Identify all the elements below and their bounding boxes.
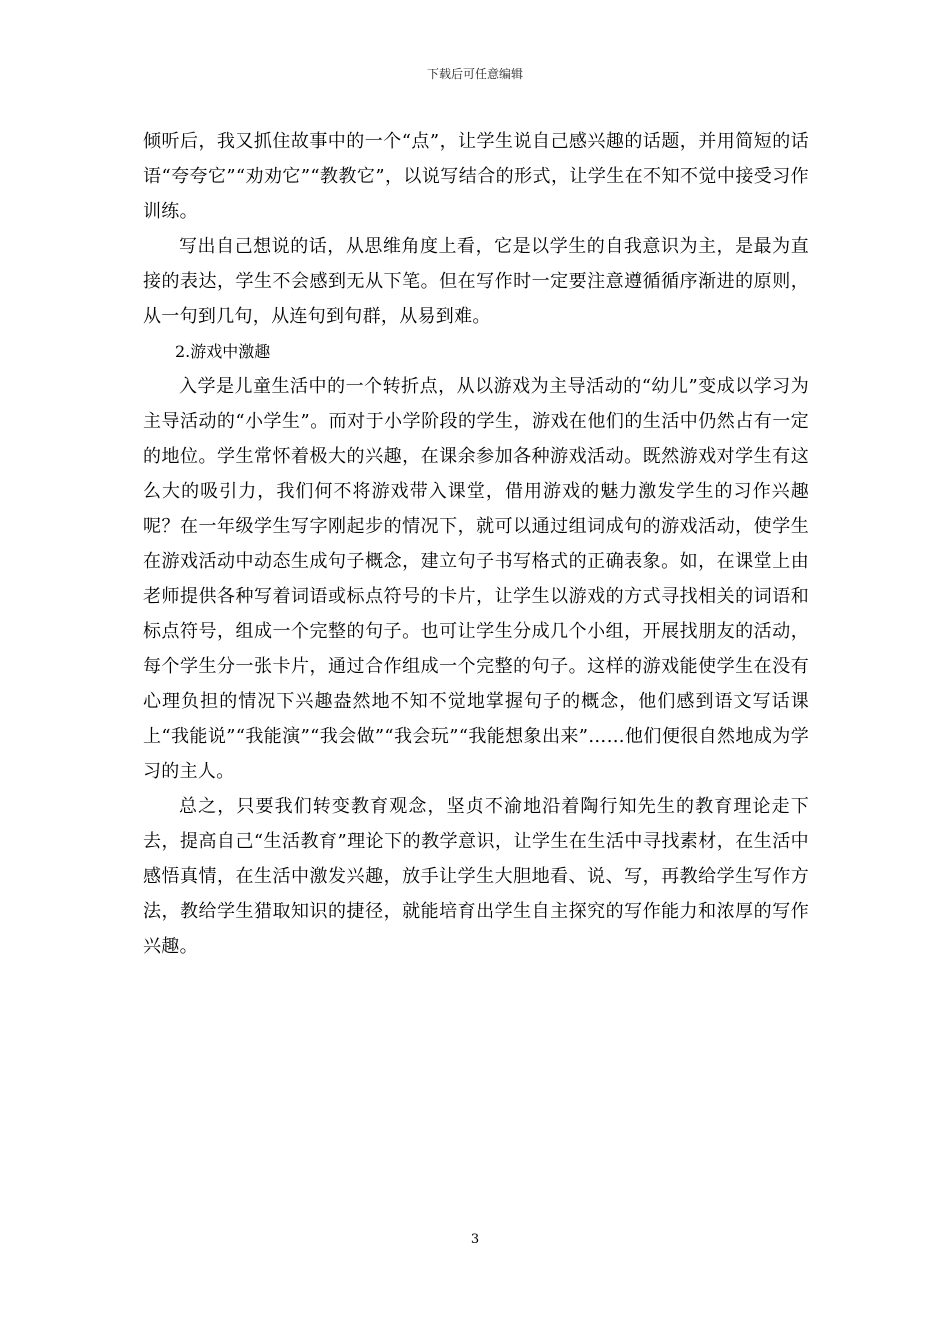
paragraph-2: 写出自己想说的话，从思维角度上看，它是以学生的自我意识为主，是最为直接的表达，学生不会感到无从下笔。但在写作时一定要注意遵循循序渐进的原则，从一句到几句，从连句到句群，从易到难。 (143, 236, 809, 327)
paragraph-1: 倾听后，我又抓住故事中的一个“点”，让学生说自己感兴趣的话题，并用简短的话语“夸夸它”“劝劝它”“教教它”，以说写结合的形式，让学生在不知不觉中接受习作训练。 (143, 131, 809, 222)
paragraph-3: 入学是儿童生活中的一个转折点，从以游戏为主导活动的“幼儿”变成以学习为主导活动的“小学生”。而对于小学阶段的学生，游戏在他们的生活中仍然占有一定的地位。学生常怀着极大的兴趣，在课余参加各种游戏活动。既然游戏对学生有这么大的吸引力，我们何不将游戏带入课堂，借用游戏的魅力激发学生的习作兴趣呢？在一年级学生写字刚起步的情况下，就可以通过组词成句的游戏活动，使学生在游戏活动中动态生成句子概念，建立句子书写格式的正确表象。如，在课堂上由老师提供各种写着词语或标点符号的卡片，让学生以游戏的方式寻找相关的词语和标点符号，组成一个完整的句子。也可让学生分成几个小组，开展找朋友的活动，每个学生分一张卡片，通过合作组成一个完整的句子。这样的游戏能使学生在没有心理负担的情况下兴趣盎然地不知不觉地掌握句子的概念，他们感到语文写话课上“我能说”“我能演”“我会做”“我会玩”“我能想象出来”……他们便很自然地成为学习的主人。 (143, 376, 809, 782)
page-number: 3 (470, 1232, 480, 1247)
document-body (143, 124, 809, 964)
section-heading: 2.游戏中激趣 (175, 342, 271, 361)
paragraph-4: 总之，只要我们转变教育观念，坚贞不渝地沿着陶行知先生的教育理论走下去，提高自己“生活教育”理论下的教学意识，让学生在生活中寻找素材，在生活中感悟真情，在生活中激发兴趣，放手让学生大胆地看、说、写，再教给学生写作方法，教给学生猎取知识的捷径，就能培育出学生自主探究的写作能力和浓厚的写作兴趣。 (143, 796, 809, 957)
page-header: 下载后可任意编辑 (426, 67, 523, 81)
